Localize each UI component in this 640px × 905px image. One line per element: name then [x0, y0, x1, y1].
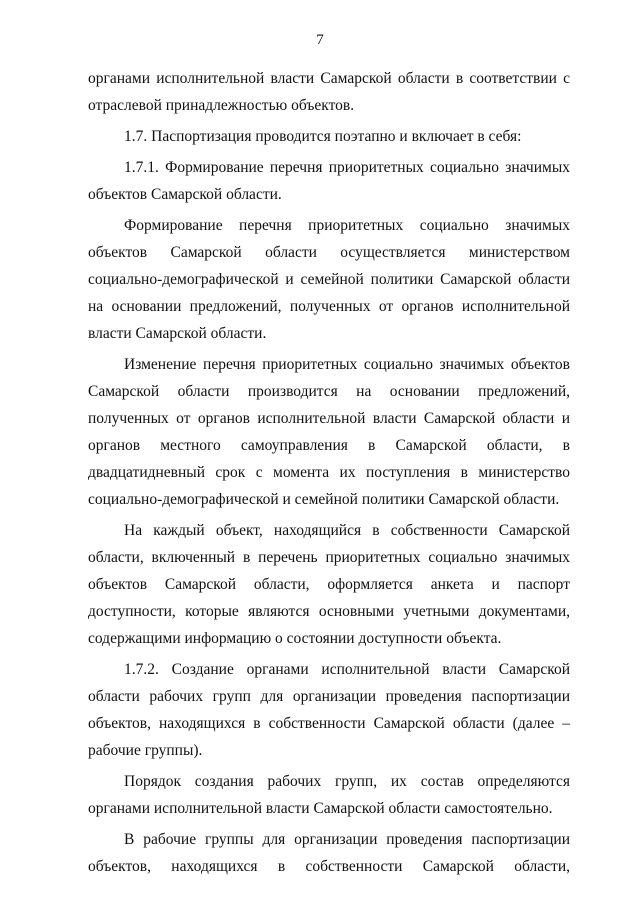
- paragraph-section-1-7-2: 1.7.2. Создание органами исполнительной власти Самарской области рабочих групп для организации проведения паспортизации объектов, находящихся в собственности Самарской области (далее – рабочие группы).: [88, 661, 570, 759]
- paragraph-section-1-7: 1.7. Паспортизация проводится поэтапно и включает в себя:: [124, 128, 522, 145]
- page-number: 7: [316, 32, 324, 48]
- paragraph-list-formation: Формирование перечня приоритетных социально значимых объектов Самарской области осуществляется министерством социально-демографической и семейной политики Самарской области на основании предложений, полученных от органов исполнительной власти Самарской области.: [88, 217, 570, 342]
- body-text: [88, 65, 570, 884]
- paragraph-passport: На каждый объект, находящийся в собственности Самарской области, включенный в перечень приоритетных социально значимых объектов Самарской области, оформляется анкета и паспорт доступности, которые являются основными учетными документами, содержащими информацию о состоянии доступности объекта.: [88, 522, 570, 647]
- paragraph-section-1-7-1: 1.7.1. Формирование перечня приоритетных социально значимых объектов Самарской области.: [88, 159, 570, 203]
- paragraph-continuation: органами исполнительной власти Самарской области в соответствии с отраслевой принадлежностью объектов.: [88, 70, 570, 114]
- paragraph-working-groups-members: В рабочие группы для организации проведения паспортизации объектов, находящихся в собственности Самарской области,: [88, 831, 570, 875]
- paragraph-list-change: Изменение перечня приоритетных социально значимых объектов Самарской области производится на основании предложений, полученных от органов исполнительной власти Самарской области и органов местного самоуправления в Самарской области, в двадцатидневный срок с момента их поступления в министерство социально-демографической и семейной политики Самарской области.: [88, 356, 570, 508]
- paragraph-working-groups-order: Порядок создания рабочих групп, их состав определяются органами исполнительной власти Самарской области самостоятельно.: [88, 773, 570, 817]
